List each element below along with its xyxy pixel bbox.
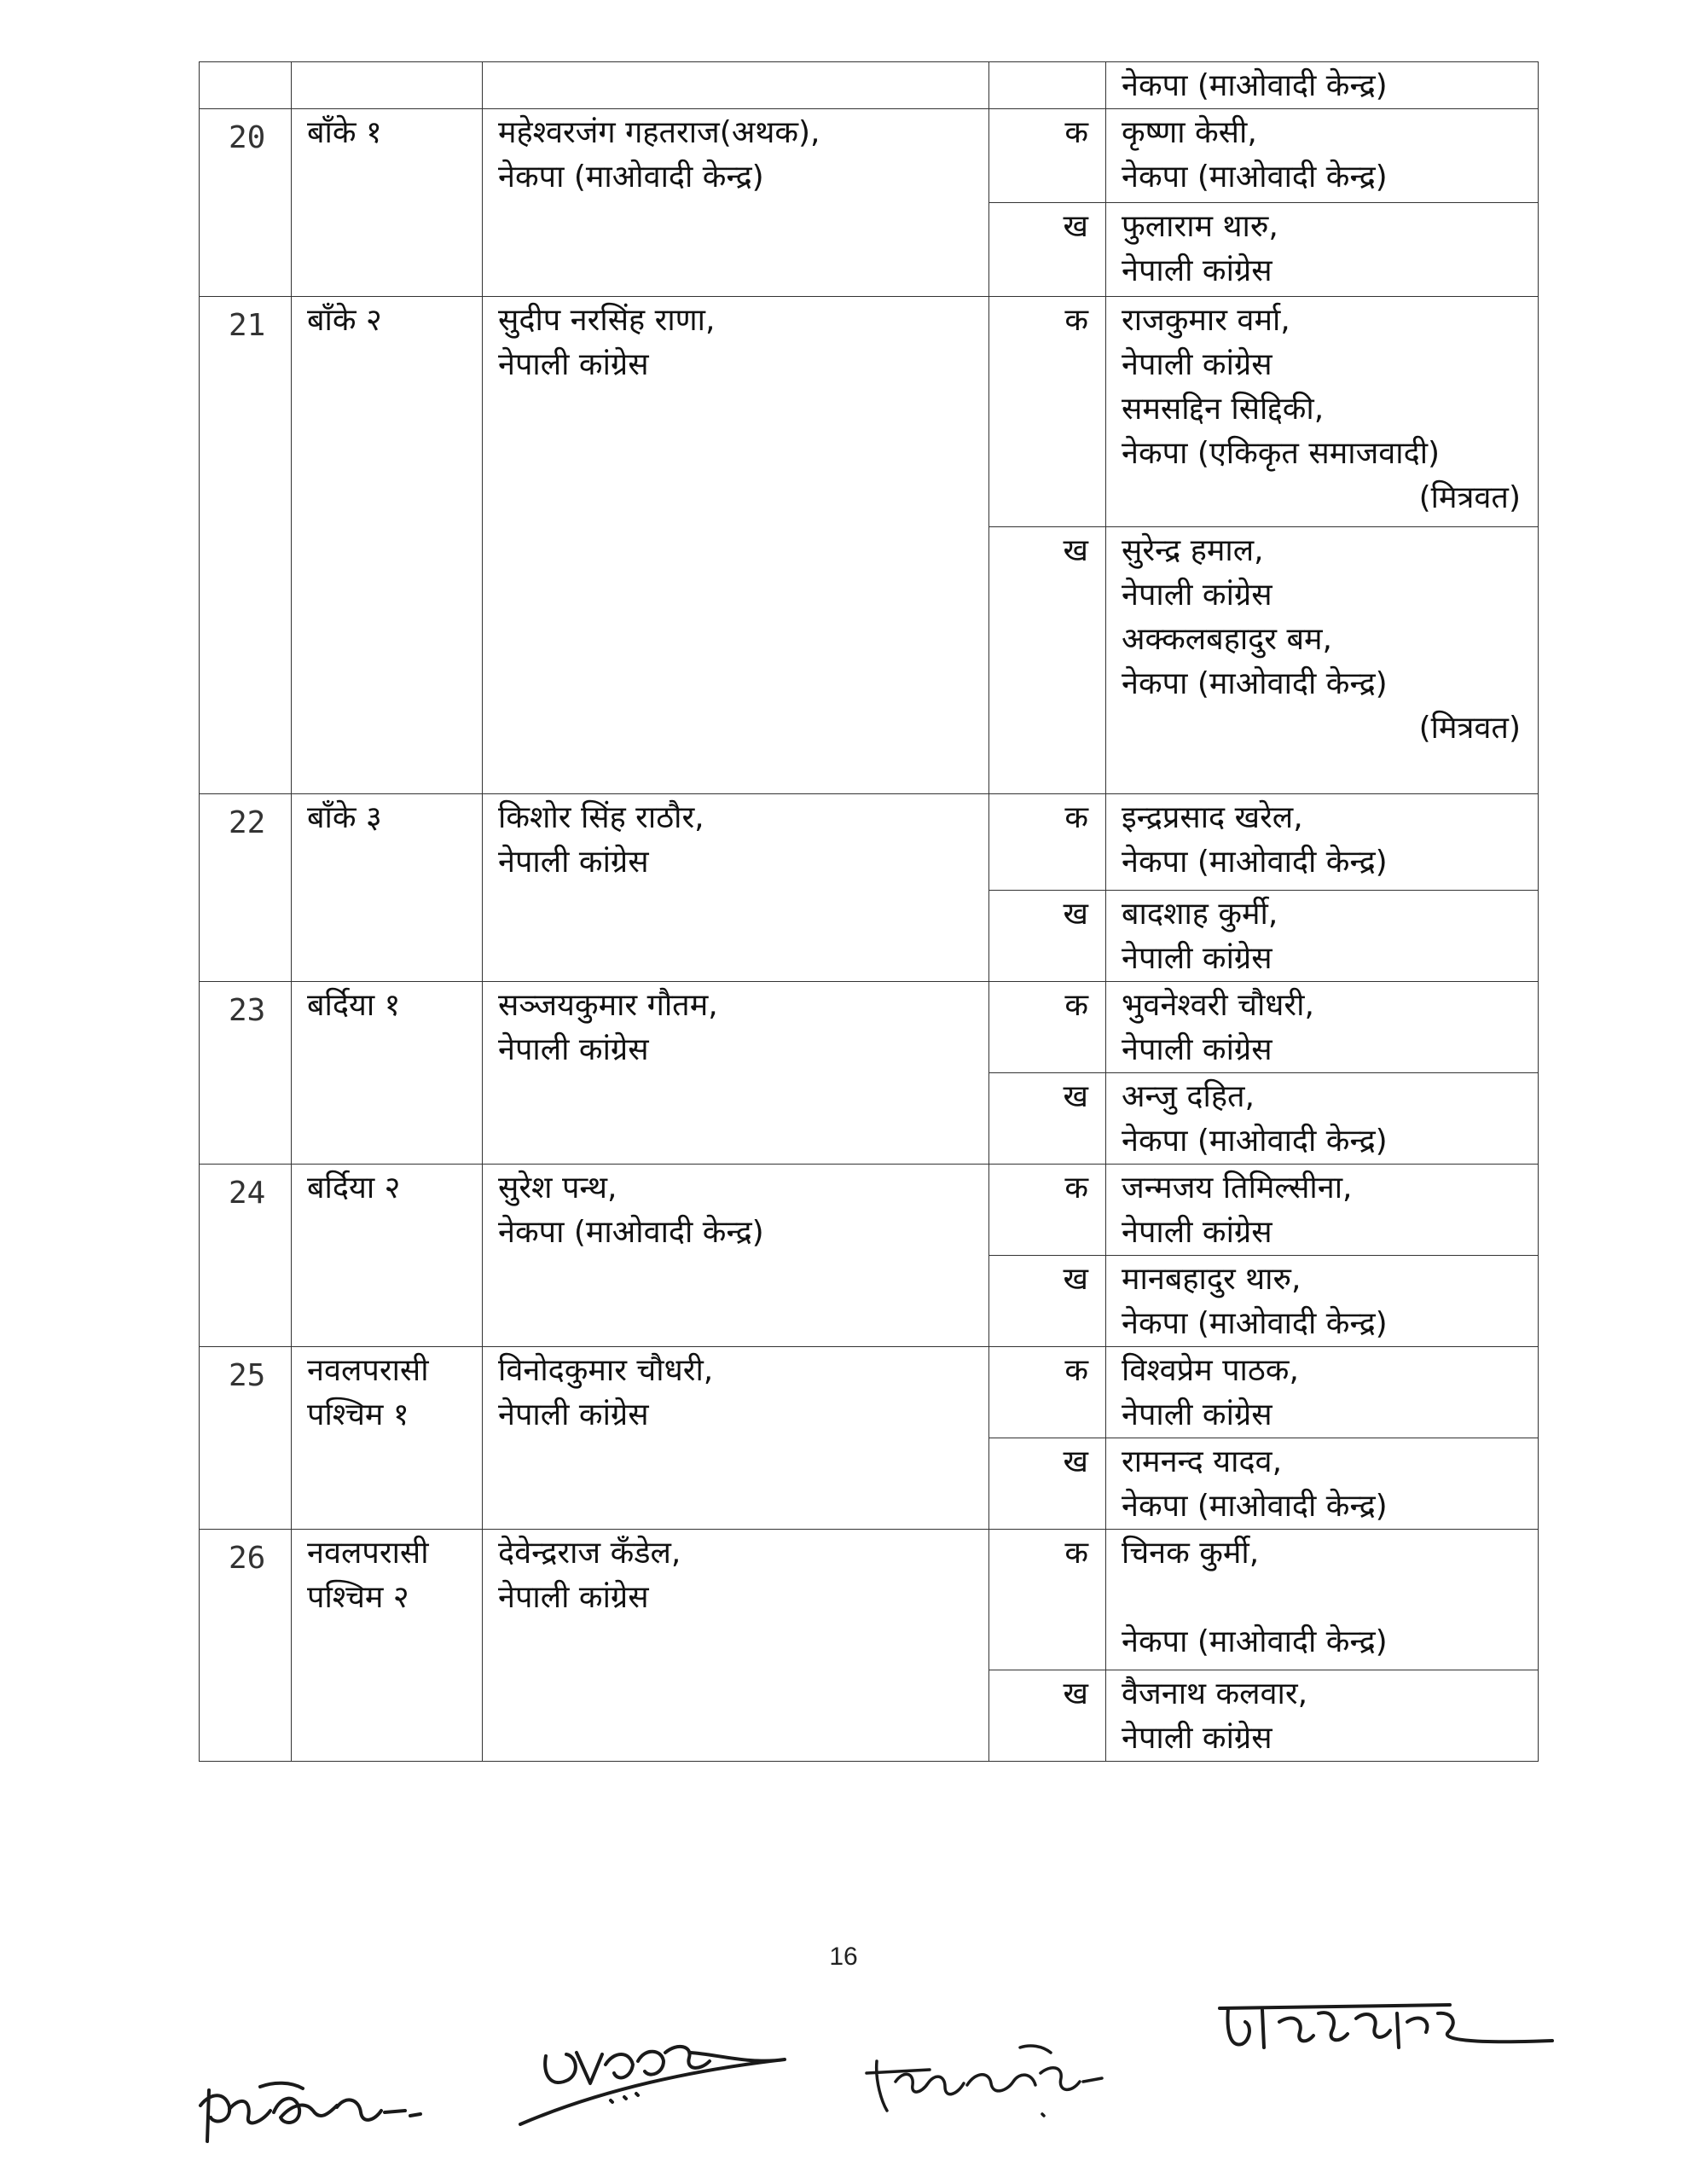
option-mark-ka: क (989, 1347, 1106, 1438)
winner-cell: महेश्वरजंग गहतराज(अथक), नेकपा (माओवादी केन्द्र) (483, 109, 989, 297)
candidate-cell: राजकुमार वर्मा, नेपाली कांग्रेस समसद्दिन सिद्दिकी, नेकपा (एकिकृत समाजवादी) (मित्रवत) (1106, 297, 1539, 527)
constituency-cell: बाँके १ (292, 109, 483, 297)
option-mark-kha: ख (989, 1073, 1106, 1165)
candidates-table (199, 61, 1539, 1762)
serial-number: 26 (200, 1530, 292, 1762)
signature-4 (1211, 1988, 1569, 2082)
friendly-note: (मित्रवत) (1418, 711, 1521, 746)
serial-number: 23 (200, 982, 292, 1165)
table-row (200, 1530, 1539, 1670)
option-mark-kha: ख (989, 527, 1106, 794)
option-mark-kha: ख (989, 1438, 1106, 1530)
table-row (200, 297, 1539, 527)
table-row (200, 794, 1539, 891)
candidate-cell: नेकपा (माओवादी केन्द्र) (1106, 62, 1539, 109)
winner-cell: सुरेश पन्थ, नेकपा (माओवादी केन्द्र) (483, 1165, 989, 1347)
candidate-cell: कृष्णा केसी, नेकपा (माओवादी केन्द्र) (1106, 109, 1539, 203)
candidate-cell: वैजनाथ कलवार, नेपाली कांग्रेस (1106, 1670, 1539, 1762)
candidate-cell: सुरेन्द्र हमाल, नेपाली कांग्रेस अक्कलबहादुर बम, नेकपा (माओवादी केन्द्र) (मित्रवत) (1106, 527, 1539, 794)
option-mark-kha: ख (989, 1670, 1106, 1762)
serial-number: 22 (200, 794, 292, 982)
winner-cell: विनोदकुमार चौधरी, नेपाली कांग्रेस (483, 1347, 989, 1530)
winner-cell: किशोर सिंह राठौर, नेपाली कांग्रेस (483, 794, 989, 982)
candidate-cell: फुलाराम थारु, नेपाली कांग्रेस (1106, 203, 1539, 297)
constituency-cell: नवलपरासी पश्चिम १ (292, 1347, 483, 1530)
constituency-cell: बर्दिया १ (292, 982, 483, 1165)
table-row (200, 1347, 1539, 1438)
table-row-continuation (200, 62, 1539, 109)
candidate-cell: मानबहादुर थारु, नेकपा (माओवादी केन्द्र) (1106, 1256, 1539, 1347)
option-mark-kha: ख (989, 1256, 1106, 1347)
winner-cell: सुदीप नरसिंह राणा, नेपाली कांग्रेस (483, 297, 989, 794)
constituency-cell: नवलपरासी पश्चिम २ (292, 1530, 483, 1762)
signature-2 (495, 2005, 802, 2133)
constituency-cell: बाँके २ (292, 297, 483, 794)
signature-1 (192, 2039, 448, 2150)
candidate-cell: चिनक कुर्मी, नेकपा (माओवादी केन्द्र) (1106, 1530, 1539, 1670)
candidate-cell: अन्जु दहित, नेकपा (माओवादी केन्द्र) (1106, 1073, 1539, 1165)
candidate-cell: रामनन्द यादव, नेकपा (माओवादी केन्द्र) (1106, 1438, 1539, 1530)
friendly-note: (मित्रवत) (1418, 480, 1521, 515)
candidate-cell: भुवनेश्वरी चौधरी, नेपाली कांग्रेस (1106, 982, 1539, 1073)
option-mark-ka: क (989, 982, 1106, 1073)
candidate-cell: इन्द्रप्रसाद खरेल, नेकपा (माओवादी केन्द्र) (1106, 794, 1539, 891)
option-mark-kha: ख (989, 891, 1106, 982)
serial-number: 25 (200, 1347, 292, 1530)
constituency-cell: बाँके ३ (292, 794, 483, 982)
serial-number: 24 (200, 1165, 292, 1347)
option-mark-ka: क (989, 1530, 1106, 1670)
option-mark-ka: क (989, 1165, 1106, 1256)
option-mark-kha: ख (989, 203, 1106, 297)
option-mark-ka: क (989, 109, 1106, 203)
page-number: 16 (829, 1943, 858, 1971)
candidate-cell: बादशाह कुर्मी, नेपाली कांग्रेस (1106, 891, 1539, 982)
serial-number: 21 (200, 297, 292, 794)
table-row (200, 1165, 1539, 1256)
table-row (200, 982, 1539, 1073)
constituency-cell: बर्दिया २ (292, 1165, 483, 1347)
winner-cell: सञ्जयकुमार गौतम, नेपाली कांग्रेस (483, 982, 989, 1165)
option-mark-ka: क (989, 297, 1106, 527)
serial-number: 20 (200, 109, 292, 297)
winner-cell: देवेन्द्रराज कँडेल, नेपाली कांग्रेस (483, 1530, 989, 1762)
candidate-cell: जन्मजय तिमिल्सीना, नेपाली कांग्रेस (1106, 1165, 1539, 1256)
signatures-area (0, 1988, 1687, 2184)
table-row (200, 109, 1539, 203)
option-mark-ka: क (989, 794, 1106, 891)
candidate-cell: विश्वप्रेम पाठक, नेपाली कांग्रेस (1106, 1347, 1539, 1438)
signature-3 (853, 2022, 1126, 2124)
